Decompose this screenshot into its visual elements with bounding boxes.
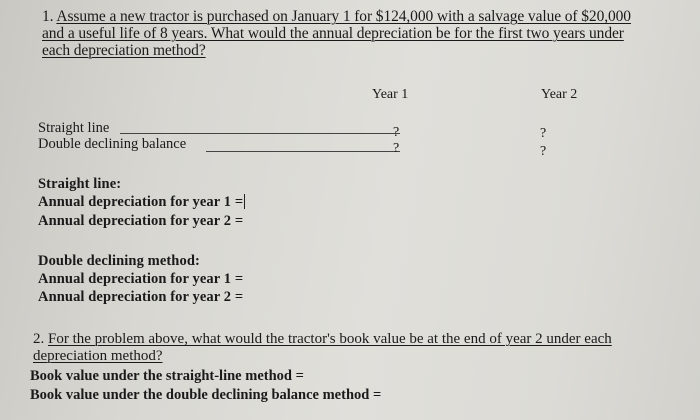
question-1-line-3: each depreciation method? [42,42,206,59]
question-2-line-2: depreciation method? [33,348,163,364]
double-declining-heading: Double declining method: [38,253,200,269]
straight-line-year-1-value: ? [393,125,400,140]
double-declining-year-1-answer[interactable]: Annual depreciation for year 1 = [38,271,244,287]
question-2 [33,331,683,365]
column-header-year-1: Year 1 [372,87,409,102]
question-2-number: 2. [33,331,45,347]
leader-line-straight-line [120,133,400,134]
question-2-line-1: For the problem above, what would the tractor's book value be at the end of year 2 under each [48,331,612,347]
straight-line-heading: Straight line: [38,176,122,192]
question-1 [42,8,682,59]
row-label-straight-line: Straight line [38,120,110,136]
double-declining-year-2-answer[interactable]: Annual depreciation for year 2 = [38,289,244,305]
column-header-year-2: Year 2 [541,87,578,102]
text-cursor [244,194,245,209]
straight-line-year-2-answer[interactable]: Annual depreciation for year 2 = [38,213,244,229]
double-declining-year-2-value: ? [540,144,547,159]
question-1-line-1: Assume a new tractor is purchased on January 1 for $124,000 with a salvage value of $20,000 [56,8,631,25]
straight-line-year-1-answer[interactable] [38,194,245,210]
book-value-straight-line-answer[interactable]: Book value under the straight-line method = [30,368,304,384]
question-1-line-2: and a useful life of 8 years. What would the annual depreciation be for the first two years under [42,25,624,42]
straight-line-year-2-value: ? [540,126,547,141]
book-value-double-declining-answer[interactable]: Book value under the double declining balance method = [30,387,382,403]
straight-line-year-1-label: Annual depreciation for year 1 = [38,194,244,210]
question-1-number: 1. [42,8,54,25]
leader-line-double-declining [206,151,400,152]
double-declining-year-1-value: ? [393,141,400,156]
row-label-double-declining: Double declining balance [38,136,187,152]
